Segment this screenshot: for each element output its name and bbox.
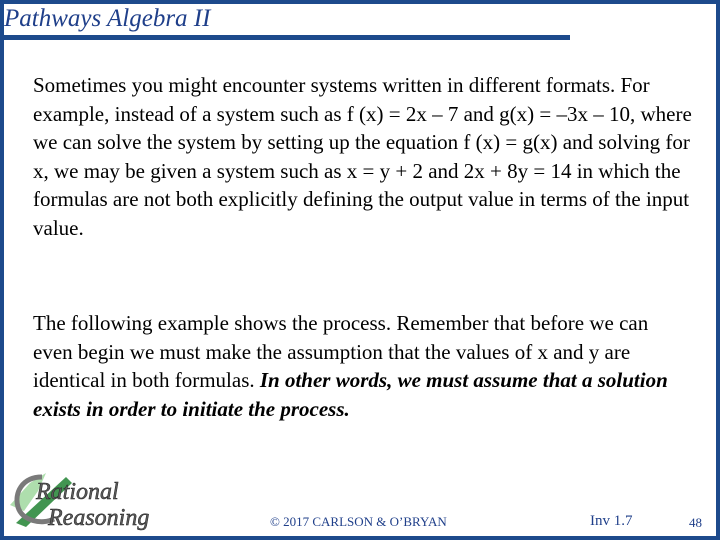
logo-line-2: Reasoning — [48, 505, 150, 531]
logo-line-1: Rational — [36, 479, 119, 505]
page-number: 48 — [689, 515, 702, 530]
copyright-text: © 2017 CARLSON & O’BRYAN — [270, 514, 447, 529]
rational-reasoning-logo — [8, 465, 180, 533]
paragraph-2-text: The following example shows the process. Remember that before we can even begin we must make the assumption that the values of x and y are identical in both formulas. — [33, 311, 649, 392]
body-paragraph-2 — [33, 309, 693, 423]
title-underline — [4, 35, 570, 40]
paragraph-2-emphasis: In other words, we must assume that a solution exists in order to initiate the process. — [33, 368, 668, 421]
investigation-label: Inv 1.7 — [590, 513, 633, 529]
slide-title: Pathways Algebra II — [4, 5, 211, 32]
slide — [4, 4, 716, 536]
body-paragraph-1: Sometimes you might encounter systems written in different formats. For example, instead of a system such as f (x) = 2x – 7 and g(x) = –3x – 10, where we can solve the system by setting up the equation f (x) = g(x) and solving for x, we may be given a system such as x = y + 2 and 2x + 8y = 14 in which the formulas are not both explicitly defining the output value in terms of the input value. — [33, 73, 692, 240]
